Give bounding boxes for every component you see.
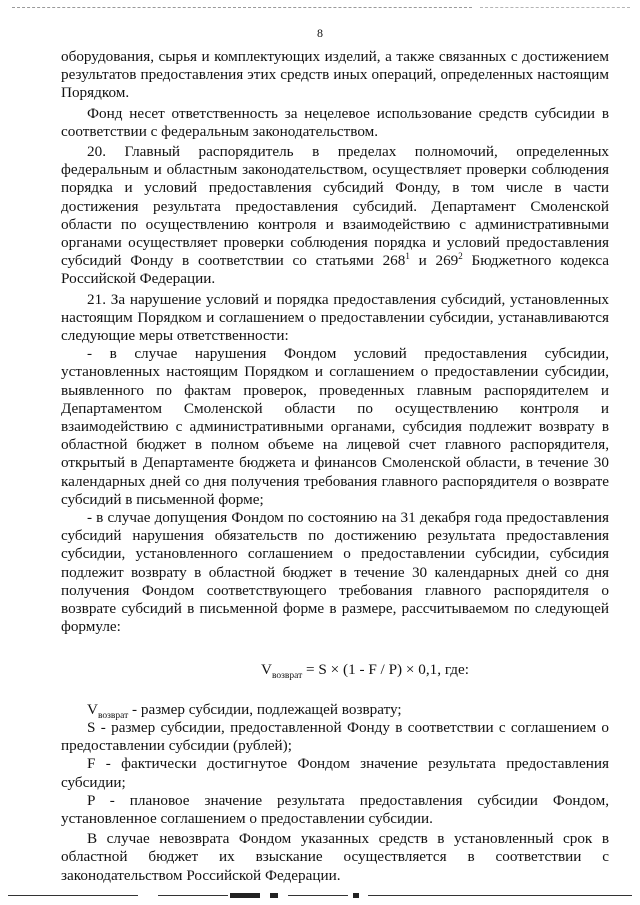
article-connector: и (418, 252, 427, 270)
definition-p: P - плановое значение результата предоставления субсидии Фондом, установленное соглашением о предоставлении субсидии. (61, 791, 609, 827)
budget-code-reference: Бюджетного кодекса Российской Федерации. (61, 252, 610, 288)
article-268: 268 (382, 252, 406, 270)
definition-s: S - размер субсидии, предоставленной Фонду в соответствии с соглашением о предоставлении субсидии (рублей); (61, 718, 609, 755)
definition-v (61, 701, 609, 719)
article-269: 269 (435, 252, 459, 270)
definition-v-subscript: возврат (97, 710, 129, 721)
article-268-superscript: 1 (405, 251, 410, 262)
paragraph-fund-responsibility: Фонд несет ответственность за нецелевое использование средств субсидии в соответствии с федеральным законодательством. (61, 104, 609, 140)
list-item-result-failure: - в случае допущения Фондом по состоянию на 31 декабря года предоставления субсидий нарушения обязательств по достижению результата предоставления субсидии, установленного соглашением о предоставлении субсидии, субсидия подлежит возврату в областной бюджет в течение 30 календарных дней со дня получения Фондом соответствующего требования главного распорядителя о возврате субсидий в письменной форме в размере, рассчитываемом по следующей формуле: (61, 509, 609, 636)
scan-edge-top-right (480, 7, 630, 8)
scan-edge-bottom (8, 893, 632, 899)
definition-v-symbol: V (87, 700, 98, 718)
page-number: 8 (317, 26, 323, 40)
article-269-superscript: 2 (458, 251, 463, 262)
list-item-violation: - в случае нарушения Фондом условий предоставления субсидии, установленных настоящим Порядком и соглашением о предоставлении субсидии, выявленного по фактам проверок, проведенных главным распорядителем и Департаментом Смоленской области по осуществлению контроля и взаимодействию с административными органами, субсидия подлежит возврату в областной бюджет в полном объеме на лицевой счет главного распорядителя, открытый в Департаменте бюджета и финансов Смоленской области, в течение 30 календарных дней со дня получения требования главного распорядителя о возврате субсидий в письменной форме; (61, 345, 609, 508)
formula-v-subscript: возврат (271, 670, 303, 681)
formula-v: V (261, 660, 272, 678)
paragraph-non-return: В случае невозврата Фондом указанных средств в установленный срок в областной бюджет их взыскание осуществляется в соответствии с законодательством Российской Федерации. (61, 830, 609, 884)
refund-formula (61, 661, 609, 679)
paragraph-20-text: 20. Главный распорядитель в пределах полномочий, определенных федеральным и областным законодательством, осуществляет проверки соблюдения порядка и условий предоставления субсидий Фонду, в том числе в части достижения результата предоставления субсидий. Департамент Смоленской области по осуществлению контроля и взаимодействию с административными органами осуществляет проверки соблюдения порядка и условий предоставления субсидий Фонду в соответствии со статьями (61, 143, 609, 270)
formula-expression: = S × (1 - F / P) × 0,1, где: (306, 660, 469, 678)
definition-v-text: - размер субсидии, подлежащей возврату; (132, 700, 402, 718)
definition-f: F - фактически достигнутое Фондом значение результата предоставления субсидии; (61, 755, 609, 791)
scan-edge-top (12, 7, 472, 8)
paragraph-20 (61, 143, 609, 289)
paragraph-continuation: оборудования, сырья и комплектующих изделий, а также связанных с достижением результатов предоставления этих средств иных операций, определенных настоящим Порядком. (61, 48, 609, 102)
document-body (61, 48, 609, 885)
paragraph-21: 21. За нарушение условий и порядка предоставления субсидий, установленных настоящим Порядком и соглашением о предоставлении субсидии, устанавливаются следующие меры ответственности: (61, 290, 609, 345)
